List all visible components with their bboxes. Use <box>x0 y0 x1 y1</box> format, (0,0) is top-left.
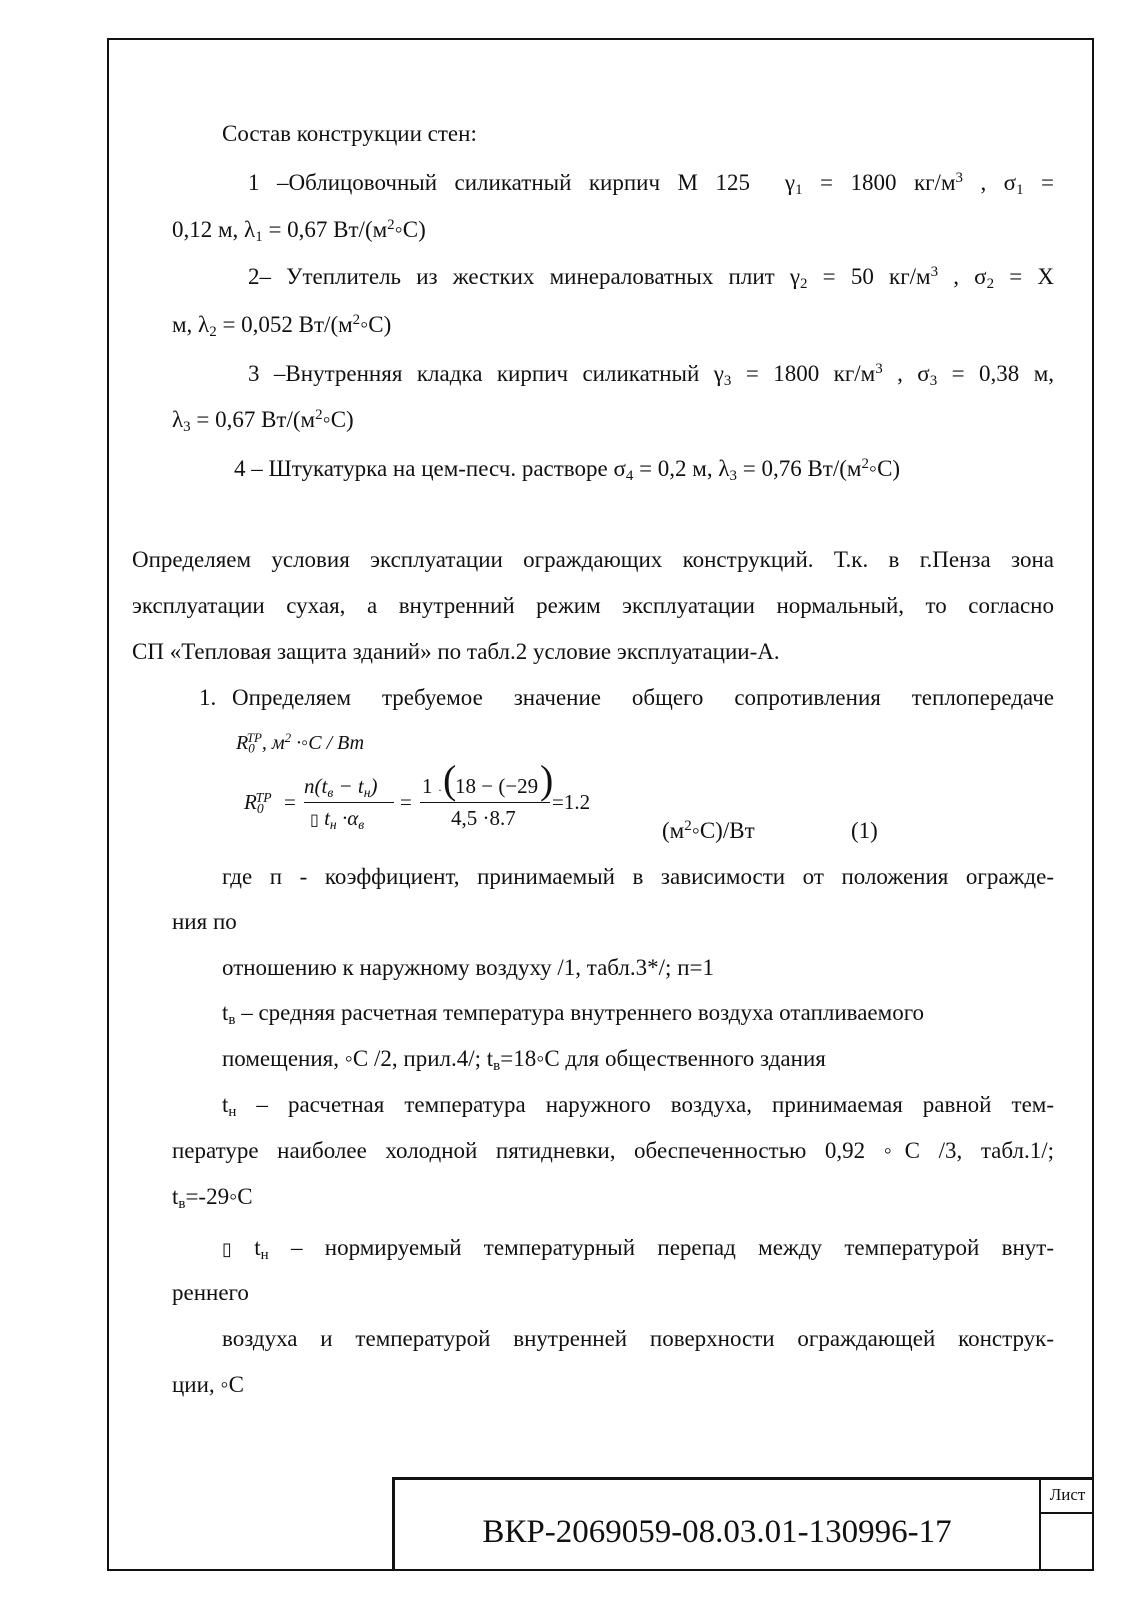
tn-explanation-line-3: $t_в=-29◦С$ <box>172 1184 253 1213</box>
layer-2-line-2: м, $\lambda_2 = 0,052$ $Вт/(м^2◦С)$ <box>172 311 392 341</box>
step-1-unit: $R_0^{ТР}$, $м^2$ ·◦С / Вт <box>236 729 365 756</box>
layer-1-line-2: 0,12 м, $\lambda_1 = 0,67$ $Вт/(м^2◦С)$ <box>172 216 426 246</box>
conditions-line-1: Определяем условия эксплуатации ограждающих конструкций. Т.к. в г.Пенза зона <box>132 547 1054 572</box>
formula-eq-2: = <box>400 790 412 814</box>
n-explanation-line-3: отношению к наружному воздуху /1, табл.3*/; п=1 <box>222 955 714 980</box>
formula-right-paren: ) <box>540 757 554 802</box>
title-block <box>392 1477 1094 1571</box>
formula-unit: $(м^2◦С)/Вт$ <box>662 817 755 843</box>
sheet-label: Лист <box>1041 1480 1094 1514</box>
tn-explanation-line-1: $t_н$ – расчетная температура наружного воздуха, принимаемая равной тем- <box>222 1092 1054 1121</box>
layer-3-line-1: 3 –Внутренняя кладка кирпич силикатный $\gamma_3 = 1800$ $кг/м^3$ , $\sigma_3 = 0,38$ м, <box>248 360 1054 390</box>
formula-denominator-2: 4,5 ·8.7 <box>451 806 516 830</box>
step-1-text: Определяем требуемое значение общего сопротивления теплопередаче <box>232 685 1054 710</box>
formula-numerator-2: 1 <box>422 774 433 798</box>
dt-explanation-line-3: воздуха и температурой внутренней поверхности ограждающей конструк- <box>222 1326 1054 1351</box>
formula-lhs: $R_0^{ТР}$ <box>244 789 272 816</box>
conditions-line-2: эксплуатации сухая, а внутренний режим эксплуатации нормальный, то согласно <box>132 593 1054 618</box>
composition-title: Состав конструкции стен: <box>222 121 477 146</box>
formula-numerator-1: $n(t_в - t_н)$ <box>304 774 378 800</box>
conditions-line-3: СП «Тепловая защита зданий» по табл.2 условие эксплуатации-А. <box>132 639 780 664</box>
layer-3-line-2: $\lambda_3 = 0,67$ $Вт/(м^2◦С)$ <box>172 406 354 436</box>
layer-2-line-1: 2– Утеплитель из жестких минераловатных плит $\gamma_2 = 50$ $кг/м^3$ , $\sigma_2 = Х$ <box>248 263 1054 293</box>
tv-explanation-line-2: помещения, ◦С /2, прил.4/; $t_в=18◦С$ для общественного здания <box>222 1046 826 1075</box>
formula-eq-1: = <box>284 790 296 814</box>
n-explanation-line-1: где п - коэффициент, принимаемый в зависимости от положения огражде- <box>222 864 1054 889</box>
formula-1 <box>244 757 624 846</box>
layer-4-line: 4 – Штукатурка на цем-песч. растворе $\sigma_4 = 0,2$ м, $\lambda_3 = 0,76$ $Вт/(м^2◦С)$ <box>234 455 901 485</box>
formula-numerator-expr: 18 − (−29 <box>455 774 539 798</box>
document-code: ВКР-2069059-08.03.01-130996-17 <box>482 1514 952 1550</box>
fraction-bar-2 <box>420 802 550 803</box>
n-explanation-line-2: ния по <box>172 909 237 934</box>
formula-result: =1.2 <box>552 790 591 814</box>
fraction-bar-1 <box>304 802 394 803</box>
dt-explanation-line-1: ▯ $t_н$ – нормируемый температурный перепад между температурой внут- <box>222 1235 1055 1264</box>
formula-number: (1) <box>851 818 878 843</box>
formula-left-paren: ( <box>443 757 457 802</box>
dt-explanation-line-4: ции, ◦С <box>172 1372 244 1397</box>
tn-explanation-line-2: пературе наиболее холодной пятидневки, обеспеченностью 0,92 ◦С /3, табл.1/; <box>172 1138 1054 1163</box>
formula-numerator-dot: · <box>438 783 442 797</box>
sheet-cell <box>1039 1480 1094 1571</box>
dt-explanation-line-2: реннего <box>172 1280 249 1305</box>
step-1-number: 1. <box>199 685 217 710</box>
formula-denominator-1: ▯ $t_н \cdot\alpha_в$ <box>310 806 365 832</box>
tv-explanation-line-1: $t_в$ – средняя расчетная температура внутреннего воздуха отапливаемого <box>222 1000 925 1029</box>
layer-1-line-1: 1 –Облицовочный силикатный кирпич М 125 $\gamma_1 = 1800$ $кг/м^3$ , $\sigma_1$ = <box>248 169 1055 199</box>
